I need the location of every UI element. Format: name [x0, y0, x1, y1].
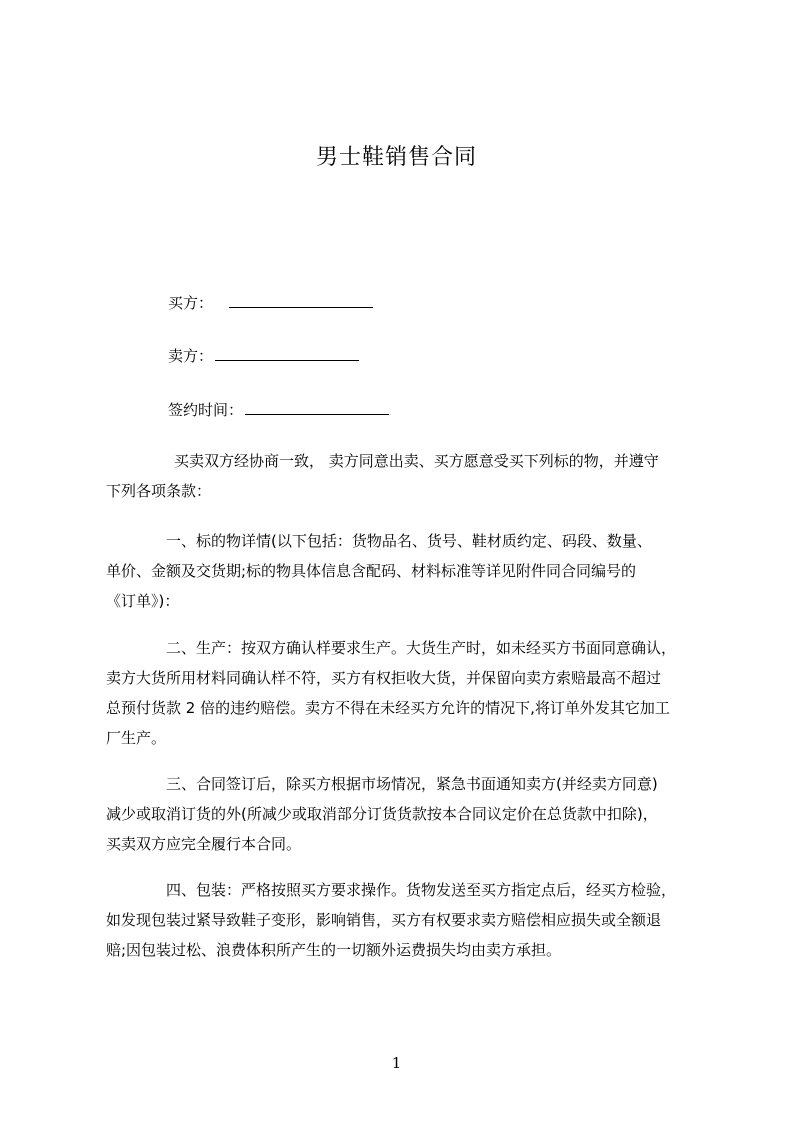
seller-blank-line	[215, 346, 359, 361]
buyer-label: 买方：	[168, 294, 214, 312]
clause-4-line: 四、包装：严格按照买方要求操作。货物发送至买方指定点后，经买方检验，	[166, 881, 677, 899]
date-blank-line	[245, 400, 389, 415]
date-label: 签约时间：	[168, 401, 244, 419]
clause-3-paragraph	[106, 769, 698, 859]
date-field	[168, 399, 389, 420]
clause-1-paragraph	[106, 526, 698, 616]
clause-1-line: 单价、金额及交货期;标的物具体信息含配码、材料标准等详见附件同合同编号的	[106, 562, 637, 580]
intro-line: 下列各项条款：	[106, 482, 212, 500]
clause-2-line: 总预付货款 2 倍的违约赔偿。卖方不得在未经买方允许的情况下,将订单外发其它加工	[106, 699, 670, 717]
clause-2-line: 厂生产。	[106, 729, 167, 747]
document-title: 男士鞋销售合同	[315, 145, 477, 170]
clause-4-paragraph	[106, 875, 698, 965]
intro-line: 买卖双方经协商一致， 卖方同意出卖、买方愿意受买下列标的物，并遵守	[174, 452, 659, 470]
clause-3-line: 三、合同签订后，除买方根据市场情况，紧急书面通知卖方(并经卖方同意)	[166, 775, 658, 793]
page-number: 1	[391, 1054, 402, 1072]
buyer-blank-line	[229, 293, 373, 308]
seller-field	[168, 345, 359, 366]
clause-2-paragraph	[106, 633, 698, 753]
seller-label: 卖方：	[168, 347, 214, 365]
clause-2-line: 二、生产：按双方确认样要求生产。大货生产时，如未经买方书面同意确认，	[166, 639, 677, 657]
clause-3-line: 买卖双方应完全履行本合同。	[106, 835, 302, 853]
clause-3-line: 减少或取消订货的外(所减少或取消部分订货货款按本合同议定价在总货款中扣除)，	[106, 805, 658, 823]
clause-4-line: 如发现包装过紧导致鞋子变形，影响销售，买方有权要求卖方赔偿相应损失或全额退	[106, 911, 662, 929]
clause-1-line: 《订单》)：	[106, 592, 180, 610]
intro-paragraph	[106, 446, 698, 506]
clause-2-line: 卖方大货所用材料同确认样不符，买方有权拒收大货，并保留向卖方索赔最高不超过	[106, 669, 662, 687]
buyer-field	[168, 292, 373, 313]
clause-4-line: 赔;因包装过松、浪费体积所产生的一切额外运费损失均由卖方承担。	[106, 941, 562, 959]
clause-1-line: 一、标的物详情(以下包括：货物品名、货号、鞋材质约定、码段、数量、	[166, 532, 652, 550]
